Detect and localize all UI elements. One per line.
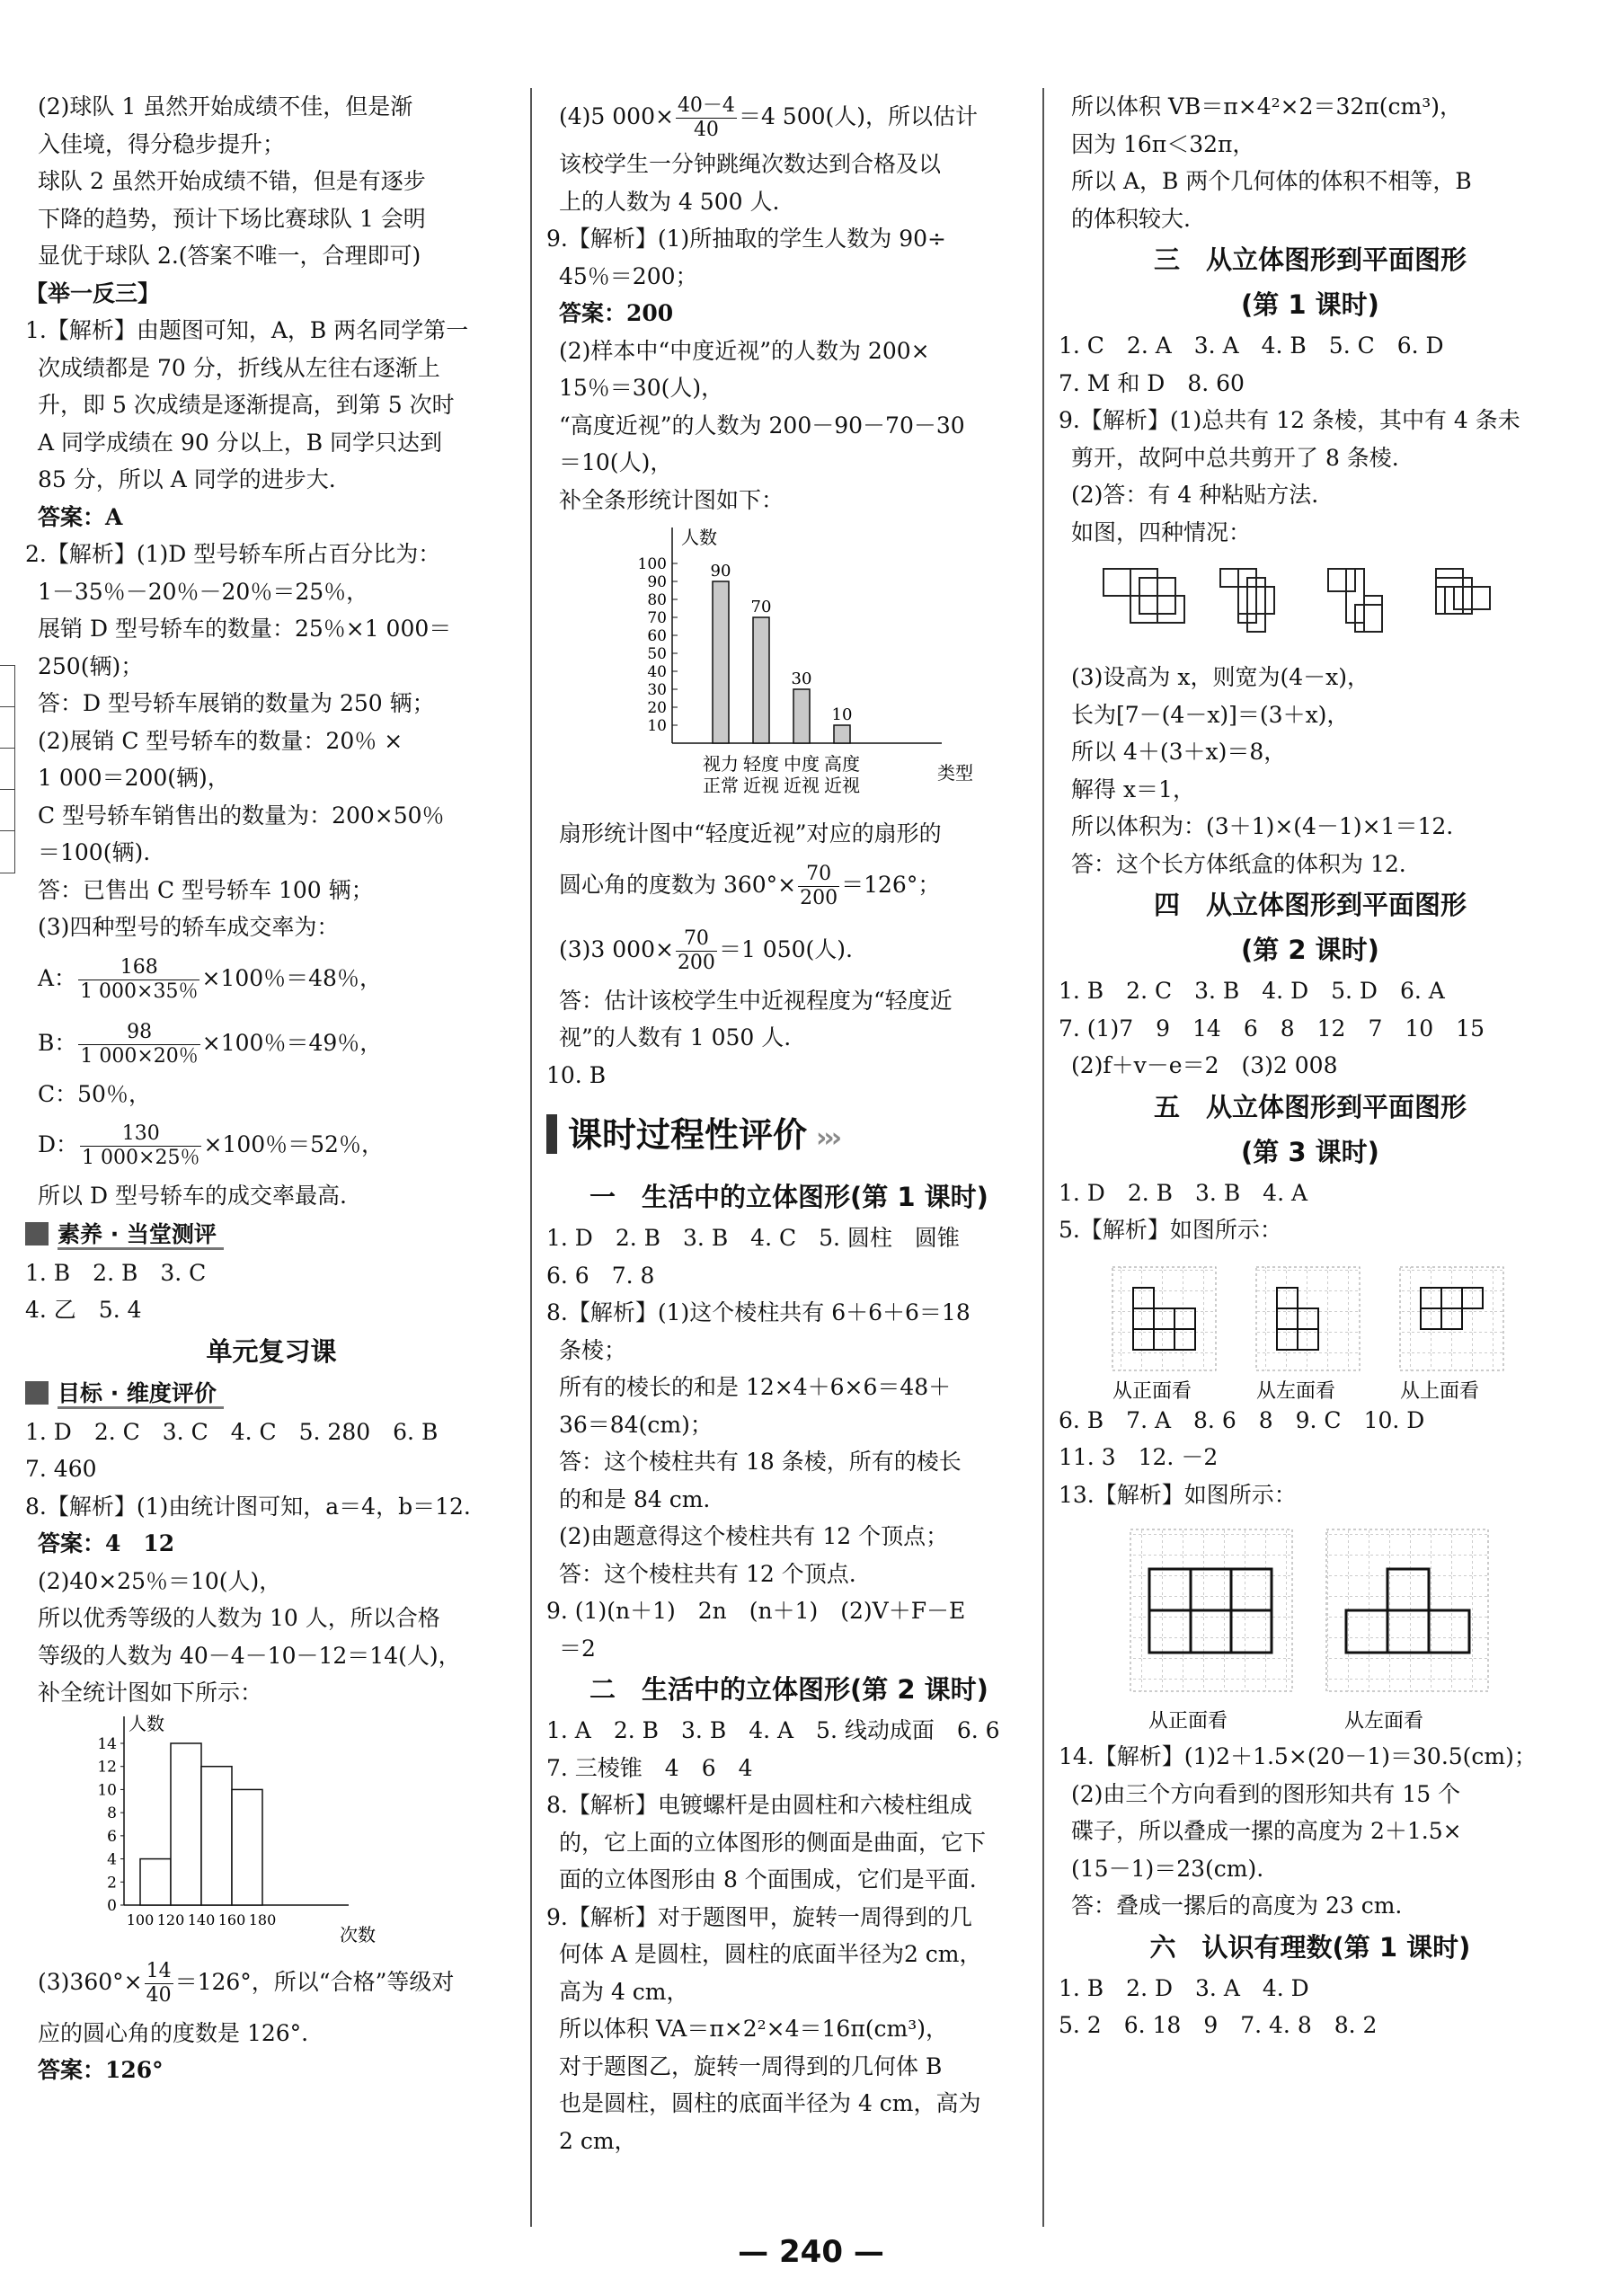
tag-label: 目标 · 维度评价 bbox=[58, 1380, 224, 1409]
x-tick-label: 轻度 bbox=[743, 753, 779, 775]
text-line: 所以体积为：(3＋1)×(4－1)×1＝12. bbox=[1071, 813, 1454, 839]
numerator: 168 bbox=[78, 956, 199, 980]
formula-line bbox=[546, 918, 1032, 982]
y-tick-label: 0 bbox=[107, 1896, 117, 1915]
text-line: 长为[7－(4－x)]＝(3＋x)， bbox=[1071, 701, 1350, 728]
text-line: 高为 4 cm， bbox=[559, 1978, 689, 2005]
histogram-bar bbox=[140, 1858, 171, 1904]
denominator: 1 000×25％ bbox=[82, 1147, 200, 1169]
formula-line bbox=[25, 1950, 518, 2015]
text-line: 1.【解析】由题图可知，A，B 两名同学第一 bbox=[25, 317, 469, 343]
y-tick-label: 12 bbox=[97, 1758, 117, 1777]
denominator: 200 bbox=[800, 886, 838, 909]
text-line: C：50％， bbox=[38, 1080, 151, 1107]
x-tick-label: 100 bbox=[126, 1910, 155, 1928]
text-line: 所以 4＋(3＋x)＝8， bbox=[1071, 739, 1287, 765]
rate-label: A： bbox=[38, 964, 77, 991]
text-line: (2)展销 C 型号轿车的数量：20％ × bbox=[38, 727, 403, 754]
fraction bbox=[78, 956, 199, 1004]
text-line: 应的圆心角的度数是 126°. bbox=[38, 2019, 309, 2046]
x-tick-label: 中度 bbox=[784, 753, 820, 775]
y-tick-label: 4 bbox=[107, 1850, 117, 1869]
bar bbox=[713, 581, 729, 743]
view-label: 从左面看 bbox=[1344, 1710, 1424, 1733]
section-title: 三 从立体图形到平面图形 bbox=[1153, 244, 1467, 275]
y-tick-label: 60 bbox=[647, 627, 667, 645]
left-view bbox=[1326, 1529, 1488, 1733]
denominator: 1 000×20％ bbox=[80, 1044, 199, 1068]
y-tick-label: 80 bbox=[647, 591, 667, 609]
x-tick-label: 140 bbox=[187, 1910, 216, 1928]
text-line: 250(辆)； bbox=[38, 652, 144, 679]
text-line: 45％＝200； bbox=[559, 262, 698, 289]
net-1 bbox=[1103, 569, 1184, 623]
y-tick-label: 30 bbox=[647, 681, 667, 699]
banner-bar bbox=[546, 1114, 557, 1154]
answer-line: 1. A 2. B 3. B 4. A 5. 线动成面 6. 6 bbox=[546, 1717, 1000, 1743]
formula-line bbox=[25, 946, 518, 1011]
rate-result: ×100％＝48％， bbox=[201, 964, 382, 991]
text-line: 条棱； bbox=[559, 1336, 627, 1363]
section-subtitle: (第 3 课时) bbox=[1241, 1136, 1379, 1167]
bar-value-label: 30 bbox=[791, 669, 812, 688]
text-line: 9.【解析】(1)所抽取的学生人数为 90÷ bbox=[546, 226, 946, 252]
text-line: A 同学成绩在 90 分以上，B 同学只达到 bbox=[38, 429, 443, 456]
answer-line: 1. D 2. B 3. B 4. A bbox=[1059, 1179, 1308, 1206]
text-line: 1 000＝200(辆)， bbox=[38, 765, 230, 791]
bar bbox=[753, 617, 769, 743]
text-line: 碟子，所以叠成一摞的高度为 2＋1.5× bbox=[1071, 1818, 1462, 1844]
section-title: 五 从立体图形到平面图形 bbox=[1153, 1091, 1467, 1122]
formula-part: ＝126°，所以“合格”等级对 bbox=[174, 1968, 455, 1995]
text-line: 也是圆柱，圆柱的底面半径为 4 cm，高为 bbox=[559, 2090, 981, 2116]
histogram-bar bbox=[171, 1743, 201, 1905]
bar-value-label: 90 bbox=[710, 562, 731, 581]
text-line: 答：这个棱柱共有 18 条棱，所有的棱长 bbox=[559, 1449, 962, 1475]
text-line: (2)球队 1 虽然开始成绩不佳，但是渐 bbox=[38, 93, 413, 120]
text-line: (15－1)＝23(cm). bbox=[1071, 1855, 1264, 1882]
text-line: 答：D 型号轿车展销的数量为 250 辆； bbox=[38, 690, 435, 716]
x-tick-label: 160 bbox=[217, 1910, 246, 1928]
formula-line bbox=[25, 1011, 518, 1076]
text-line: 答：估计该校学生中近视程度为“轻度近 bbox=[559, 987, 953, 1014]
section-title: 二 生活中的立体图形(第 2 课时) bbox=[589, 1674, 988, 1705]
tag-marker bbox=[25, 1222, 49, 1246]
answer-line: 1. C 2. A 3. A 4. B 5. C 6. D bbox=[1059, 332, 1444, 359]
text-line: 等级的人数为 40－4－10－12＝14(人)， bbox=[38, 1642, 461, 1669]
text-line: 所以 A，B 两个几何体的体积不相等，B bbox=[1071, 168, 1472, 194]
numerator: 70 bbox=[676, 927, 717, 952]
text-line: 的体积较大. bbox=[1071, 205, 1191, 232]
text-line: 何体 A 是圆柱，圆柱的底面半径为2 cm， bbox=[559, 1941, 982, 1967]
histogram-bar bbox=[201, 1766, 232, 1904]
text-line: 2 cm， bbox=[559, 2127, 637, 2154]
bar-value-label: 70 bbox=[750, 598, 772, 616]
text-line: (2)40×25％＝10(人)， bbox=[38, 1567, 282, 1594]
section-label: 【举一反三】 bbox=[25, 279, 161, 306]
bar-chart bbox=[618, 519, 978, 815]
y-tick-label: 50 bbox=[647, 645, 667, 663]
section-title: 四 从立体图形到平面图形 bbox=[1153, 890, 1467, 920]
text-line: 球队 2 虽然开始成绩不错，但是有逐步 bbox=[38, 168, 426, 194]
formula-part: ＝126°； bbox=[841, 871, 941, 898]
text-line: 所以 D 型号轿车的成交率最高. bbox=[38, 1183, 347, 1209]
text-line: 15％＝30(人)， bbox=[559, 375, 724, 401]
denominator: 1 000×35％ bbox=[80, 980, 199, 1003]
y-tick-label: 2 bbox=[107, 1873, 117, 1892]
text-line: 所以体积 VA＝π×2²×4＝16π(cm³)， bbox=[559, 2016, 948, 2042]
chevrons-icon: ››› bbox=[816, 1122, 839, 1154]
text-line: 所以体积 VB＝π×4²×2＝32π(cm³)， bbox=[1071, 93, 1463, 120]
text-line: 剪开，故阿中总共剪开了 8 条棱. bbox=[1071, 444, 1399, 471]
answer-line: 答案：A bbox=[38, 503, 123, 530]
text-line: 8.【解析】(1)这个棱柱共有 6＋6＋6＝18 bbox=[546, 1299, 971, 1325]
x-tick-label: 近视 bbox=[784, 775, 820, 796]
text-line: (2)答：有 4 种粘贴方法. bbox=[1071, 482, 1319, 508]
column-divider bbox=[1042, 88, 1044, 2227]
formula-line bbox=[546, 88, 1032, 146]
net-4 bbox=[1436, 569, 1490, 614]
text-line: 9.【解析】对于题图甲，旋转一周得到的几 bbox=[546, 1903, 972, 1930]
x-tick-label: 近视 bbox=[743, 775, 779, 796]
formula-part: (4)5 000× bbox=[559, 103, 674, 129]
histogram-chart bbox=[79, 1712, 546, 1950]
answer-line: 7. 460 bbox=[25, 1456, 97, 1482]
tag-marker bbox=[25, 1381, 49, 1405]
text-line: 36＝84(cm)； bbox=[559, 1411, 713, 1438]
text-line: 9. (1)(n＋1) 2n (n＋1) (2)V＋F－E bbox=[546, 1598, 966, 1624]
x-axis-label: 类型 bbox=[937, 762, 973, 784]
text-line: 85 分，所以 A 同学的进步大. bbox=[38, 466, 336, 492]
y-tick-label: 100 bbox=[637, 555, 667, 573]
text-line: 上的人数为 4 500 人. bbox=[559, 188, 780, 215]
answer-line: 1. B 2. D 3. A 4. D bbox=[1059, 1974, 1309, 2001]
x-tick-label: 正常 bbox=[703, 775, 739, 796]
column-2 bbox=[546, 88, 1032, 2159]
text-line: 下降的趋势，预计下场比赛球队 1 会明 bbox=[38, 205, 426, 232]
denominator: 40 bbox=[693, 119, 719, 141]
answer-line: (2)f＋v－e＝2 (3)2 008 bbox=[1071, 1052, 1338, 1078]
numerator: 40－4 bbox=[677, 94, 735, 117]
rate-result: ×100％＝49％， bbox=[201, 1029, 383, 1056]
view-label: 从上面看 bbox=[1400, 1379, 1480, 1402]
text-line: (2)由题意得这个棱柱共有 12 个顶点； bbox=[559, 1523, 949, 1549]
tag-label: 素养 · 当堂测评 bbox=[58, 1221, 224, 1250]
answer-line: 7. (1)7 9 14 6 8 12 7 10 15 bbox=[1059, 1015, 1485, 1042]
y-axis-label: 人数 bbox=[129, 1712, 164, 1734]
text-line: 对于题图乙，旋转一周得到的几何体 B bbox=[559, 2052, 943, 2079]
text-line: 显优于球队 2.(答案不唯一，合理即可) bbox=[38, 243, 421, 269]
section-subtitle: (第 1 课时) bbox=[1241, 289, 1379, 320]
text-line: 答：这个长方体纸盒的体积为 12. bbox=[1071, 850, 1406, 877]
text-line: 入佳境，得分稳步提升； bbox=[38, 130, 286, 157]
formula-part: ＝1 050(人). bbox=[718, 935, 853, 962]
banner-title: 课时过程性评价 bbox=[568, 1115, 808, 1155]
rate-label: D： bbox=[38, 1131, 79, 1157]
text-line: 如图，四种情况： bbox=[1071, 519, 1252, 545]
column-3 bbox=[1059, 88, 1562, 2044]
text-line: 13.【解析】如图所示： bbox=[1059, 1481, 1297, 1508]
answer-line: 5. 2 6. 18 9 7. 4. 8 8. 2 bbox=[1059, 2012, 1378, 2038]
numerator: 130 bbox=[80, 1122, 201, 1147]
answer-line: 10. B bbox=[546, 1061, 607, 1088]
text-line: 的，它上面的立体图形的侧面是曲面，它下 bbox=[559, 1829, 987, 1856]
formula-part: (3)3 000× bbox=[559, 935, 674, 962]
page-edge-tab bbox=[0, 665, 15, 873]
text-line: 升，即 5 次成绩是逐渐提高，到第 5 次时 bbox=[38, 392, 455, 418]
text-line: 14.【解析】(1)2＋1.5×(20－1)＝30.5(cm)； bbox=[1059, 1743, 1537, 1769]
answer-line: 1. B 2. C 3. B 4. D 5. D 6. A bbox=[1059, 978, 1445, 1004]
text-line: C 型号轿车销售出的数量为：200×50％ bbox=[38, 802, 445, 829]
view-label: 从正面看 bbox=[1112, 1379, 1192, 1402]
section-title: 六 认识有理数(第 1 课时) bbox=[1149, 1931, 1471, 1963]
top-view bbox=[1400, 1267, 1503, 1402]
text-line: 扇形统计图中“轻度近视”对应的扇形的 bbox=[559, 820, 942, 847]
answer-line: 11. 3 12. －2 bbox=[1059, 1444, 1219, 1470]
fraction bbox=[676, 94, 737, 142]
text-line: (3)设高为 x，则宽为(4－x)， bbox=[1071, 664, 1369, 690]
three-views-figure bbox=[1059, 1249, 1544, 1402]
bar bbox=[793, 689, 810, 743]
bar-value-label: 10 bbox=[831, 705, 853, 724]
answer-line: 1. D 2. B 3. B 4. C 5. 圆柱 圆锥 bbox=[546, 1225, 960, 1251]
bar bbox=[834, 725, 850, 743]
section-subtitle: (第 2 课时) bbox=[1241, 935, 1379, 965]
text-line: 答：这个棱柱共有 12 个顶点. bbox=[559, 1560, 856, 1587]
text-line: 8.【解析】(1)由统计图可知，a＝4，b＝12. bbox=[25, 1493, 471, 1520]
text-line: 视”的人数有 1 050 人. bbox=[559, 1024, 792, 1050]
answer-line: 答案：126° bbox=[38, 2057, 164, 2083]
denominator: 200 bbox=[677, 951, 715, 974]
box-nets-figure bbox=[1095, 551, 1562, 659]
text-line: ＝2 bbox=[559, 1635, 596, 1662]
page-number: — 240 — bbox=[738, 2234, 884, 2270]
text-line: (2)样本中“中度近视”的人数为 200× bbox=[559, 337, 930, 364]
front-view bbox=[1112, 1267, 1216, 1402]
answer-line: 7. 三棱锥 4 6 4 bbox=[546, 1754, 753, 1781]
text-line: 所以优秀等级的人数为 10 人，所以合格 bbox=[38, 1605, 440, 1631]
text-line: 的和是 84 cm. bbox=[559, 1485, 711, 1512]
text-line: 因为 16π＜32π， bbox=[1071, 130, 1255, 157]
section-tag bbox=[25, 1219, 224, 1251]
y-tick-label: 8 bbox=[107, 1804, 117, 1822]
answer-line: 6. B 7. A 8. 6 8 9. C 10. D bbox=[1059, 1406, 1425, 1433]
formula-part: ＝4 500(人)，所以估计 bbox=[738, 103, 979, 129]
text-line: 答：已售出 C 型号轿车 100 辆； bbox=[38, 876, 374, 903]
text-line: 补全统计图如下所示： bbox=[38, 1680, 263, 1706]
answer-line: 答案：4 12 bbox=[38, 1530, 175, 1556]
unit-title: 单元复习课 bbox=[206, 1335, 337, 1367]
x-tick-label: 高度 bbox=[824, 753, 860, 775]
section-banner bbox=[546, 1106, 1032, 1167]
two-views-figure bbox=[1059, 1513, 1544, 1738]
text-line: 解得 x＝1， bbox=[1071, 776, 1195, 802]
fraction bbox=[80, 1122, 201, 1170]
y-tick-label: 40 bbox=[647, 663, 667, 681]
section-tag bbox=[25, 1378, 224, 1410]
left-view bbox=[1256, 1267, 1360, 1402]
text-line: (2)由三个方向看到的图形知共有 15 个 bbox=[1071, 1780, 1461, 1807]
net-3 bbox=[1328, 569, 1382, 632]
y-tick-label: 70 bbox=[647, 609, 667, 627]
text-line: 面的立体图形由 8 个面围成，它们是平面. bbox=[559, 1866, 977, 1893]
text-line: 1－35％－20％－20％＝25％， bbox=[38, 578, 369, 605]
answer-line: 7. M 和 D 8. 60 bbox=[1059, 369, 1245, 396]
view-label: 从左面看 bbox=[1256, 1379, 1336, 1402]
y-tick-label: 6 bbox=[107, 1827, 117, 1846]
text-line: 该校学生一分钟跳绳次数达到合格及以 bbox=[559, 151, 942, 177]
text-line: 次成绩都是 70 分，折线从左往右逐渐上 bbox=[38, 354, 440, 381]
text-line: ＝100(辆). bbox=[38, 839, 151, 865]
fraction bbox=[145, 1960, 173, 2008]
denominator: 40 bbox=[146, 1983, 172, 2007]
numerator: 70 bbox=[798, 863, 839, 887]
answer-line: 4. 乙 5. 4 bbox=[25, 1297, 142, 1323]
fraction bbox=[798, 863, 839, 910]
fraction bbox=[78, 1021, 199, 1068]
formula-part: (3)360°× bbox=[38, 1968, 143, 1995]
histogram-bar bbox=[232, 1789, 262, 1905]
x-tick-label: 120 bbox=[156, 1910, 185, 1928]
formula-part: 圆心角的度数为 360°× bbox=[559, 871, 797, 898]
text-line: 8.【解析】电镀螺杆是由圆柱和六棱柱组成 bbox=[546, 1792, 972, 1818]
fraction bbox=[676, 927, 717, 975]
answer-line: 5.【解析】如图所示： bbox=[1059, 1217, 1282, 1243]
y-tick-label: 14 bbox=[97, 1734, 117, 1753]
view-label: 从正面看 bbox=[1148, 1710, 1228, 1733]
text-line: 9.【解析】(1)总共有 12 条棱，其中有 4 条未 bbox=[1059, 407, 1520, 433]
text-line: 2.【解析】(1)D 型号轿车所占百分比为： bbox=[25, 541, 441, 567]
x-tick-label: 180 bbox=[248, 1910, 277, 1928]
answer-line: 答案：200 bbox=[559, 300, 674, 326]
answer-line: 1. B 2. B 3. C bbox=[25, 1259, 207, 1286]
net-2 bbox=[1220, 569, 1274, 632]
y-tick-label: 90 bbox=[647, 573, 667, 591]
formula-line bbox=[546, 853, 1032, 918]
x-tick-label: 视力 bbox=[703, 753, 739, 775]
y-tick-label: 10 bbox=[647, 717, 667, 735]
text-line: 所有的棱长的和是 12×4＋6×6＝48＋ bbox=[559, 1374, 952, 1400]
text-line: 展销 D 型号轿车的数量：25％×1 000＝ bbox=[38, 616, 452, 642]
x-tick-label: 近视 bbox=[824, 775, 860, 796]
text-line: 补全条形统计图如下： bbox=[559, 486, 784, 513]
column-1 bbox=[25, 88, 518, 2089]
rate-result: ×100％＝52％， bbox=[203, 1131, 384, 1157]
numerator: 14 bbox=[146, 1959, 172, 1982]
y-tick-label: 20 bbox=[647, 699, 667, 717]
formula-line bbox=[25, 1113, 518, 1177]
answer-line: 1. D 2. C 3. C 4. C 5. 280 6. B bbox=[25, 1418, 439, 1445]
numerator: 98 bbox=[78, 1021, 199, 1045]
x-axis-label: 次数 bbox=[340, 1923, 376, 1946]
text-line: ＝10(人)， bbox=[559, 449, 673, 475]
answer-line: 6. 6 7. 8 bbox=[546, 1262, 655, 1289]
rate-label: B： bbox=[38, 1029, 77, 1056]
front-view bbox=[1130, 1529, 1292, 1733]
y-axis-label: 人数 bbox=[681, 527, 717, 548]
text-line: “高度近视”的人数为 200－90－70－30 bbox=[559, 412, 965, 439]
text-line: (3)四种型号的轿车成交率为： bbox=[38, 914, 340, 940]
text-line: 答：叠成一摞后的高度为 23 cm. bbox=[1071, 1893, 1403, 1919]
y-tick-label: 10 bbox=[97, 1780, 117, 1799]
section-title: 一 生活中的立体图形(第 1 课时) bbox=[589, 1182, 988, 1212]
